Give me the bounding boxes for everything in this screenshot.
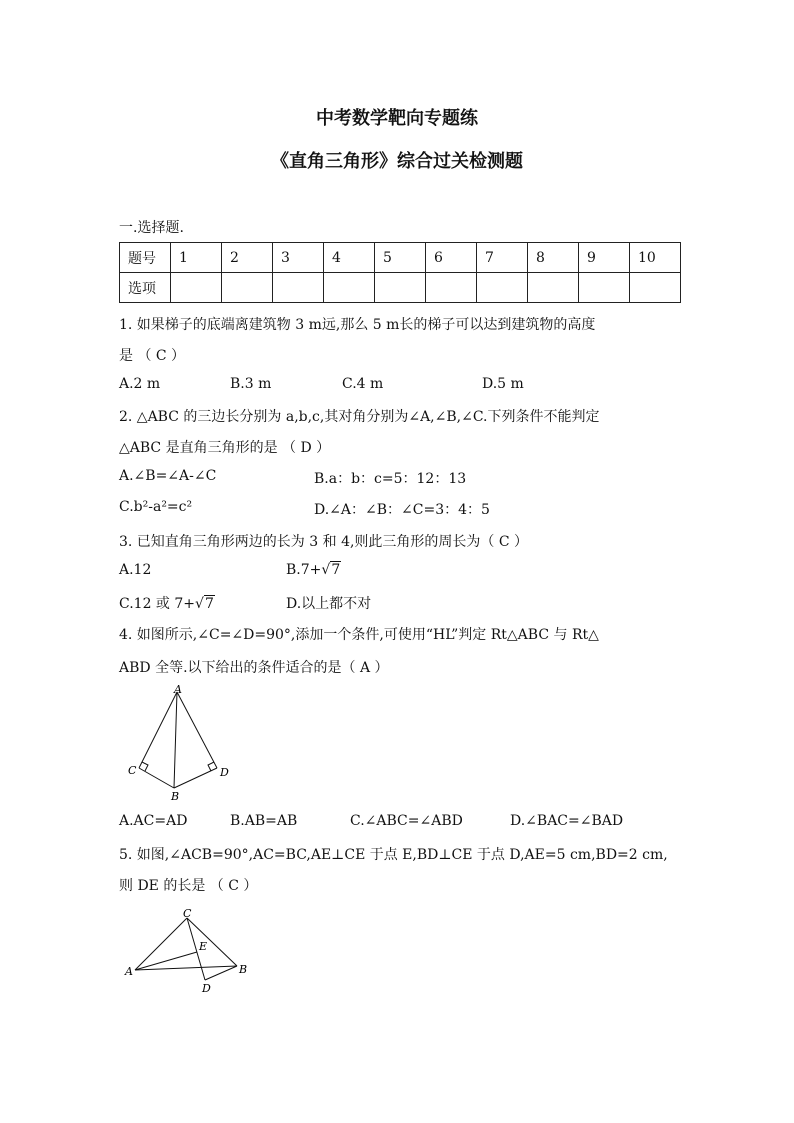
page-subtitle: 《直角三角形》综合过关检测题 — [271, 151, 523, 172]
table-header-cell: 题号 — [120, 243, 171, 273]
q4-triangle-figure — [119, 684, 239, 804]
figure-label-a: A — [174, 684, 182, 696]
answer-table — [119, 242, 681, 303]
q5-text-line2: 则 DE 的长是 （ C ） — [119, 878, 258, 894]
answer-table-row-numbers — [120, 243, 681, 273]
figure-label-b: B — [171, 790, 180, 803]
q2-option-b: B.a：b：c=5：12：13 — [314, 471, 467, 487]
figure-label-c: C — [183, 907, 192, 920]
table-answer-cell[interactable] — [477, 273, 528, 303]
q2-option-d: D.∠A：∠B：∠C=3：4：5 — [314, 502, 490, 518]
table-cell-number: 1 — [171, 243, 222, 273]
table-answer-cell[interactable] — [426, 273, 477, 303]
q2-option-a: A.∠B=∠A-∠C — [119, 468, 217, 484]
q2-text-line2: △ABC 是直角三角形的是 （ D ） — [119, 440, 331, 456]
sqrt-radicand: 7 — [331, 562, 341, 578]
figure-label-d: D — [220, 766, 229, 779]
table-cell-number: 10 — [630, 243, 681, 273]
sqrt-radicand: 7 — [204, 596, 214, 612]
table-cell-number: 5 — [375, 243, 426, 273]
table-answer-cell[interactable] — [324, 273, 375, 303]
answer-table-row-options — [120, 273, 681, 303]
q4-text-line2: ABD 全等.以下给出的条件适合的是（ A ） — [119, 660, 389, 676]
table-cell-number: 3 — [273, 243, 324, 273]
q1-text-line1: 1. 如果梯子的底端离建筑物 3 m远,那么 5 m长的梯子可以达到建筑物的高度 — [119, 317, 596, 333]
table-cell-number: 6 — [426, 243, 477, 273]
q3-option-a: A.12 — [119, 562, 152, 578]
q3-option-d: D.以上都不对 — [286, 596, 372, 612]
q4-option-d: D.∠BAC=∠BAD — [510, 813, 624, 829]
q4-option-b: B.AB=AB — [230, 813, 298, 829]
figure-segment-db — [205, 966, 237, 980]
figure-label-a: A — [125, 965, 133, 978]
table-answer-cell[interactable] — [630, 273, 681, 303]
q5-text-line1: 5. 如图,∠ACB=90°,AC=BC,AE⊥CE 于点 E,BD⊥CE 于点 D,AE=5 cm,BD=2 cm, — [119, 847, 668, 863]
table-answer-cell[interactable] — [375, 273, 426, 303]
figure-segment-ad — [177, 692, 217, 768]
figure-label-e: E — [199, 940, 208, 953]
figure-segment-ab — [135, 966, 237, 970]
q5-triangle-figure — [119, 904, 259, 996]
table-header-cell: 选项 — [120, 273, 171, 303]
table-cell-number: 8 — [528, 243, 579, 273]
q3-text-line1: 3. 已知直角三角形两边的长为 3 和 4,则此三角形的周长为（ C ） — [119, 534, 529, 550]
q3-option-c-prefix: C.12 或 7+ — [119, 596, 196, 612]
table-cell-number: 4 — [324, 243, 375, 273]
q1-option-c: C.4 m — [342, 376, 384, 392]
q4-option-a: A.AC=AD — [119, 813, 188, 829]
q1-option-d: D.5 m — [482, 376, 524, 392]
table-answer-cell[interactable] — [222, 273, 273, 303]
table-answer-cell[interactable] — [579, 273, 630, 303]
q2-text-line1: 2. △ABC 的三边长分别为 a,b,c,其对角分别为∠A,∠B,∠C.下列条件不能判定 — [119, 409, 600, 425]
table-answer-cell[interactable] — [273, 273, 324, 303]
q4-option-c: C.∠ABC=∠ABD — [350, 813, 463, 829]
table-cell-number: 2 — [222, 243, 273, 273]
q4-text-line1: 4. 如图所示,∠C=∠D=90°,添加一个条件,可使用“HL”判定 Rt△ABC 与 Rt△ — [119, 627, 599, 643]
figure-segment-ab — [174, 692, 177, 788]
sqrt-symbol: √7 — [195, 596, 214, 612]
q1-text-line2: 是 （ C ） — [119, 348, 186, 364]
q3-option-c — [119, 593, 215, 613]
figure-label-b: B — [239, 963, 248, 976]
q1-option-a: A.2 m — [119, 376, 161, 392]
figure-segment-cb — [139, 768, 174, 788]
q1-option-b: B.3 m — [230, 376, 272, 392]
page-title: 中考数学靶向专题练 — [316, 108, 478, 129]
table-answer-cell[interactable] — [171, 273, 222, 303]
q3-option-b-prefix: B.7+ — [286, 562, 322, 578]
figure-label-c: C — [128, 764, 137, 777]
right-angle-mark-c — [142, 762, 148, 771]
q2-option-c: C.b²-a²=c² — [119, 499, 193, 515]
figure-label-d: D — [202, 982, 211, 995]
figure-segment-cb — [187, 918, 237, 966]
table-answer-cell[interactable] — [528, 273, 579, 303]
table-cell-number: 9 — [579, 243, 630, 273]
table-cell-number: 7 — [477, 243, 528, 273]
q3-option-b — [286, 562, 341, 578]
section-heading: 一.选择题. — [119, 220, 184, 236]
figure-segment-ac — [139, 692, 177, 768]
sqrt-symbol: √7 — [321, 562, 341, 578]
